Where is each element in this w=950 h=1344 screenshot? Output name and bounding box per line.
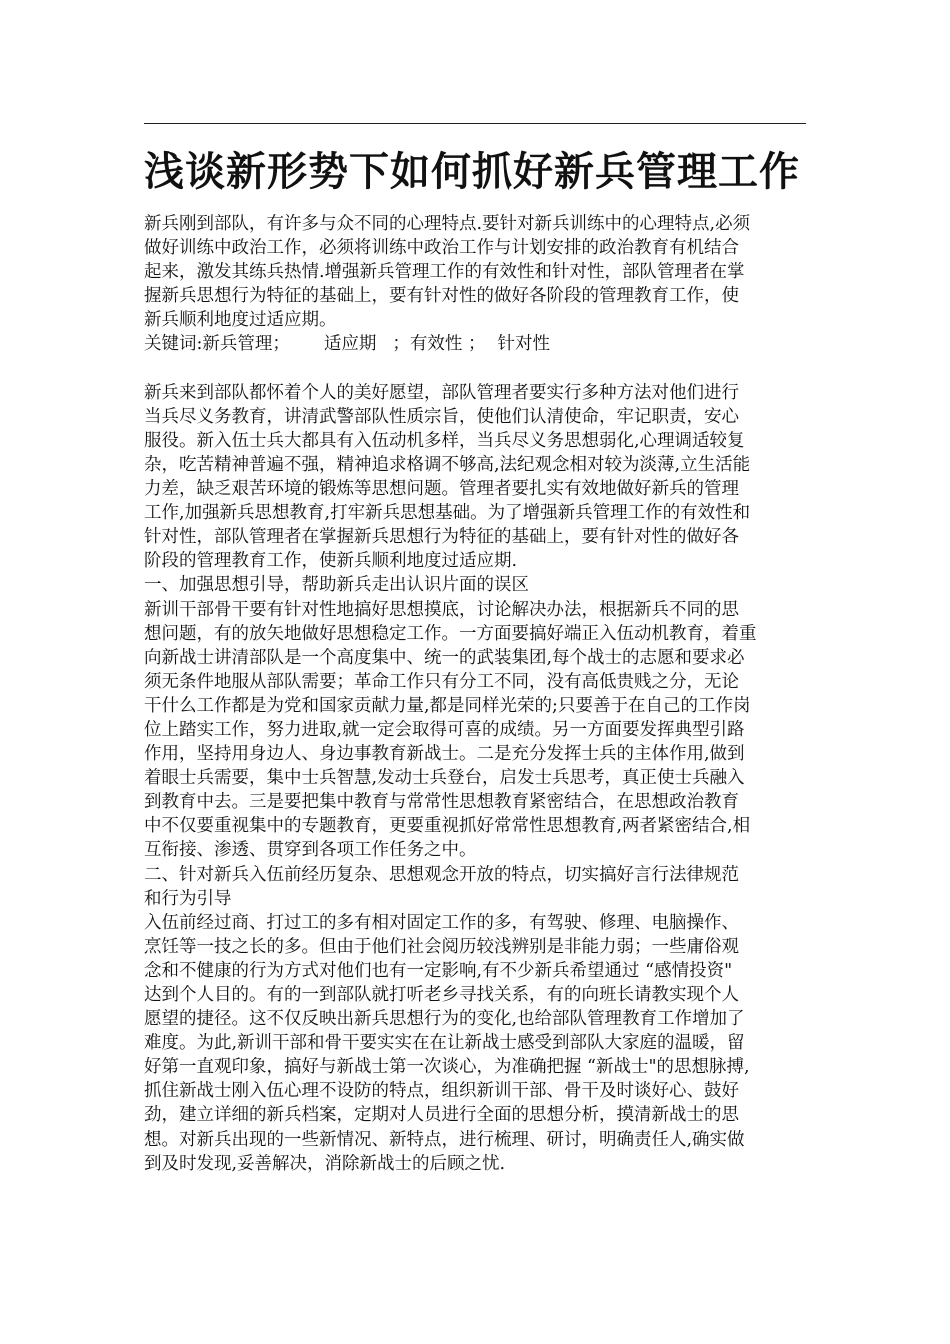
body-line: 互衔接、渗透、贯穿到各项工作任务之中。: [144, 840, 477, 861]
abstract-line: 起来，激发其练兵热情.增强新兵管理工作的有效性和针对性，部队管理者在掌: [144, 262, 745, 283]
body-line: 难度。为此,新训干部和骨干要实实在在让新战士感受到部队大家庭的温暖，留: [144, 1033, 745, 1054]
blank-line: [144, 357, 806, 381]
body-line: 到教育中去。三是要把集中教育与常常性思想教育紧密结合，在思想政治教育: [144, 792, 739, 813]
body-line: 达到个人目的。有的一到部队就打听老乡寻找关系，有的向班长请教实现个人: [144, 985, 739, 1005]
abstract-line: 新兵顺利地度过适应期。: [144, 310, 337, 331]
body-line: 中不仅要重视集中的专题教育，更要重视抓好常常性思想教育,两者紧密结合,相: [144, 816, 751, 837]
body-line: 新训干部骨干要有针对性地搞好思想摸底，讨论解决办法，根据新兵不同的思: [144, 599, 739, 620]
body-line: 念和不健康的行为方式对他们也有一定影响,有不少新兵希望通过 “感情投资": [144, 960, 733, 981]
section-heading-1: 一、加强思想引导，帮助新兵走出认识片面的误区: [144, 575, 529, 596]
body-line: 抓住新战士刚入伍心理不设防的特点，组织新训干部、骨干及时谈好心、鼓好: [144, 1081, 739, 1102]
body-line: 着眼士兵需要，集中士兵智慧,发动士兵登台，启发士兵思考，真正使士兵融入: [144, 768, 745, 789]
body-line: 工作,加强新兵思想教育,打牢新兵思想基础。为了增强新兵管理工作的有效性和: [144, 503, 751, 524]
body-line: 新兵来到部队都怀着个人的美好愿望，部队管理者要实行多种方法对他们进行: [144, 382, 739, 403]
section-heading-2: 二、针对新兵入伍前经历复杂、思想观念开放的特点，切实搞好言行法律规范: [144, 864, 739, 885]
body-line: 入伍前经过商、打过工的多有相对固定工作的多，有驾驶、修理、电脑操作、: [144, 912, 739, 933]
body-line: 位上踏实工作，努力进取,就一定会取得可喜的成绩。另一方面要发挥典型引路: [144, 719, 745, 740]
section-heading-2-cont: 和行为引导: [144, 888, 232, 909]
abstract-line: 新兵刚到部队，有许多与众不同的心理特点.要针对新兵训练中的心理特点,必须: [144, 214, 751, 234]
body-line: 杂，吃苦精神普遍不强，精神追求格调不够高,法纪观念相对较为淡薄,立生活能: [144, 454, 751, 475]
keywords-line: [144, 332, 806, 356]
document-body: [144, 212, 806, 1176]
abstract-line: 做好训练中政治工作，必须将训练中政治工作与计划安排的政治教育有机结合: [144, 238, 739, 259]
body-line: 想问题，有的放矢地做好思想稳定工作。一方面要搞好端正入伍动机教育，着重: [144, 623, 757, 644]
body-line: 服役。新入伍士兵大都具有入伍动机多样，当兵尽义务思想弱化,心理调适较复: [144, 430, 745, 451]
body-line: 愿望的捷径。这不仅反映出新兵思想行为的变化,也给部队管理教育工作增加了: [144, 1009, 745, 1030]
body-line: 力差，缺乏艰苦环境的锻炼等思想问题。管理者要扎实有效地做好新兵的管理: [144, 479, 739, 500]
body-line: 作用，坚持用身边人、身边事教育新战士。二是充分发挥士兵的主体作用,做到: [144, 744, 745, 765]
header-rule: [144, 123, 806, 124]
body-line: 当兵尽义务教育，讲清武警部队性质宗旨，使他们认清使命，牢记职责，安心: [144, 406, 739, 427]
body-line: 须无条件地服从部队需要；革命工作只有分工不同，没有高低贵贱之分，无论: [144, 671, 739, 692]
abstract-line: 握新兵思想行为特征的基础上，要有针对性的做好各阶段的管理教育工作，使: [144, 286, 739, 307]
body-line: 针对性，部队管理者在掌握新兵思想行为特征的基础上，要有针对性的做好各: [144, 527, 739, 548]
body-line: 劲，建立详细的新兵档案，定期对人员进行全面的思想分析，摸清新战士的思: [144, 1105, 739, 1126]
document-title: 浅谈新形势下如何抓好新兵管理工作: [144, 148, 800, 195]
keyword-item: ；有效性 ；: [392, 334, 486, 355]
body-line: 到及时发现,妥善解决，消除新战士的后顾之忧.: [144, 1153, 506, 1174]
body-line: 好第一直观印象，搞好与新战士第一次谈心，为准确把握 “新战士"的思想脉搏,: [144, 1057, 750, 1078]
keywords-label: 关键词:: [144, 334, 203, 355]
keyword-item: 新兵管理；: [202, 334, 290, 355]
body-line: 烹饪等一技之长的多。但由于他们社会阅历较浅辨别是非能力弱；一些庸俗观: [144, 936, 739, 957]
body-line: 干什么工作都是为党和国家贡献力量,都是同样光荣的;只要善于在自己的工作岗: [144, 695, 751, 716]
body-line: 阶段的管理教育工作，使新兵顺利地度过适应期.: [144, 551, 518, 572]
keyword-item: 针对性: [497, 334, 550, 355]
body-line: 向新战士讲清部队是一个高度集中、统一的武装集团,每个战士的志愿和要求必: [144, 647, 745, 668]
keyword-item: 适应期: [323, 334, 377, 355]
body-line: 想。对新兵出现的一些新情况、新特点，进行梳理、研讨，明确责任人,确实做: [144, 1129, 745, 1150]
